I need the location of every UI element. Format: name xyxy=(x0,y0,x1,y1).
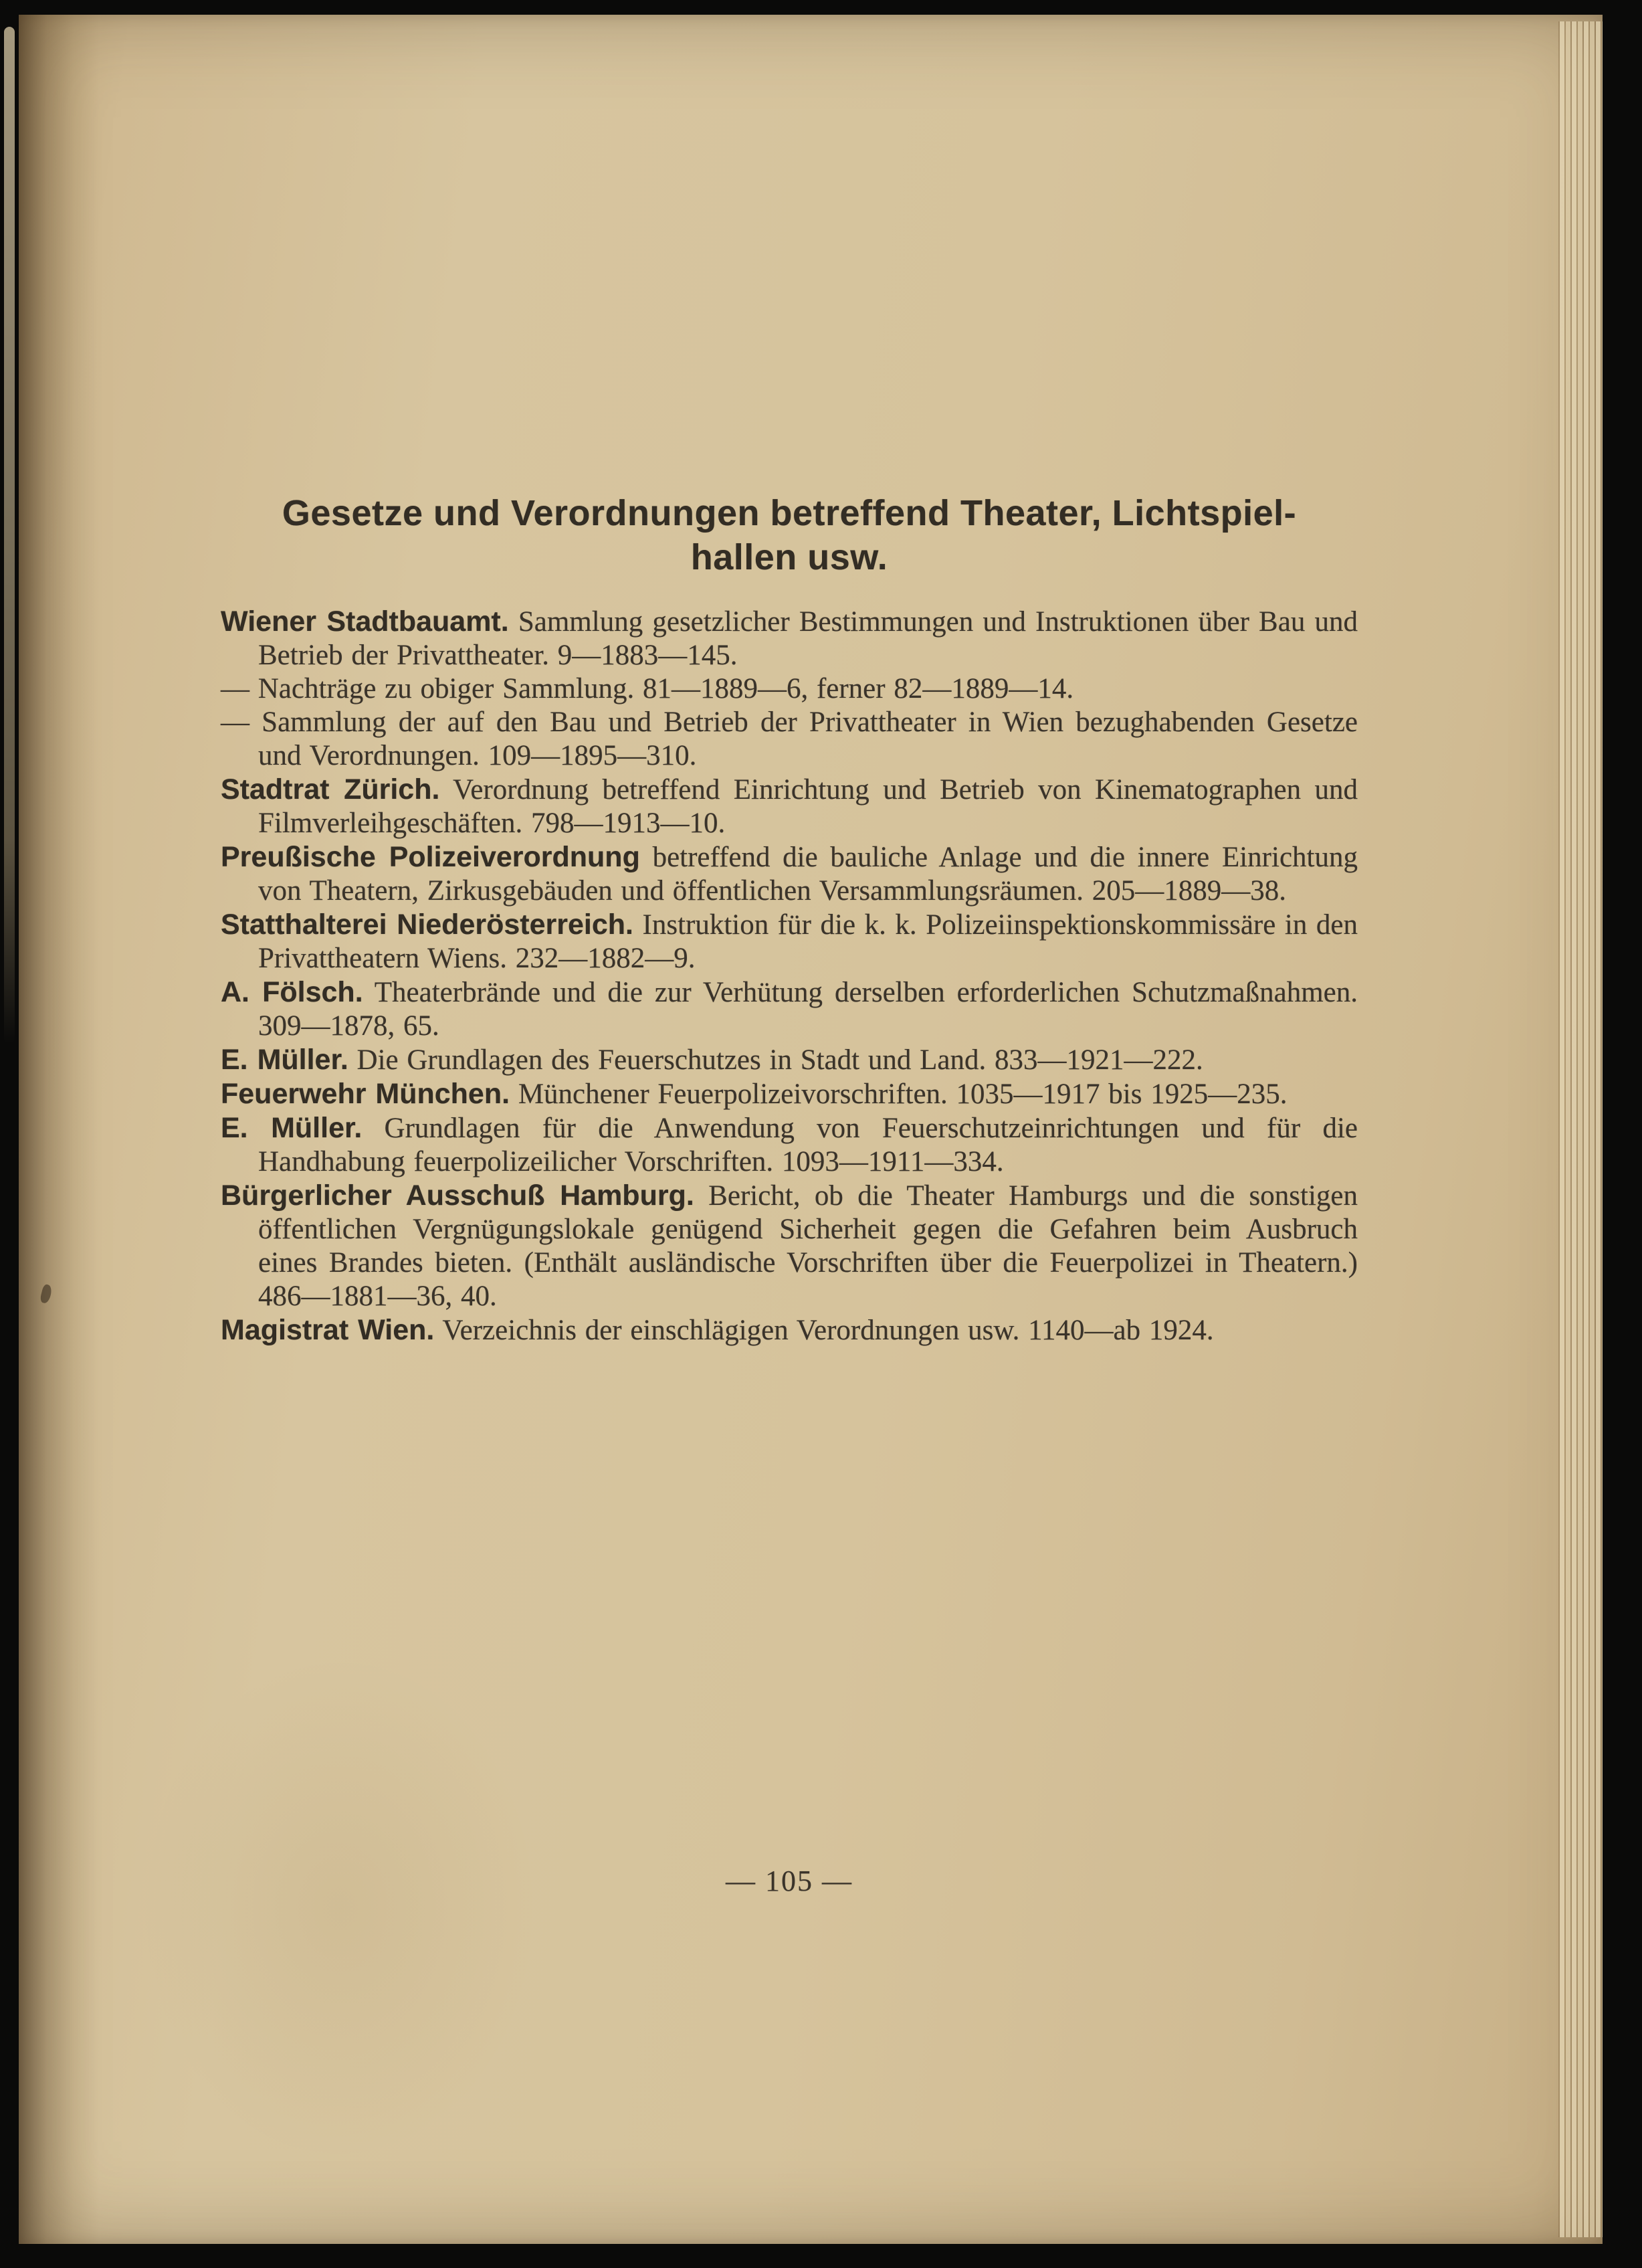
entry-text: Münchener Feuerpolizeivorschriften. 1035—1917 bis 1925—235. xyxy=(510,1078,1288,1110)
entry-label: Magistrat Wien. xyxy=(221,1314,435,1346)
bibliography-entry xyxy=(221,605,1358,672)
binding-shadow xyxy=(19,15,99,2244)
entry-label: — xyxy=(221,706,249,738)
bibliography-entry xyxy=(221,773,1358,840)
entry-label: Bürgerlicher Ausschuß Hamburg. xyxy=(221,1179,694,1212)
entry-label: Wiener Stadtbauamt. xyxy=(221,605,509,638)
bibliography-entry xyxy=(221,1043,1358,1077)
entry-label: — xyxy=(221,673,249,704)
bibliography-entry xyxy=(221,1179,1358,1313)
entry-text: Die Grundlagen des Feuerschutzes in Stadt und Land. 833—1921—222. xyxy=(348,1044,1203,1076)
entry-text: Verzeichnis der einschlägigen Verordnungen usw. 1140—ab 1924. xyxy=(434,1315,1214,1346)
entry-label: A. Fölsch. xyxy=(221,976,363,1008)
entry-label: Stadtrat Zürich. xyxy=(221,773,440,806)
page-title-line-1: Gesetze und Verordnungen betreffend Theater, Lichtspiel- xyxy=(282,493,1297,533)
bibliography-entry xyxy=(221,975,1358,1043)
bibliography-list xyxy=(221,605,1358,1347)
entry-text: Nachträge zu obiger Sammlung. 81—1889—6, ferner 82—1889—14. xyxy=(249,673,1074,704)
bibliography-entry xyxy=(221,840,1358,908)
entry-label: E. Müller. xyxy=(221,1112,363,1144)
bibliography-entry xyxy=(221,1313,1358,1347)
entry-text: Theaterbrände und die zur Verhütung derselben erforderlichen Schutzmaßnahmen. 309—1878, 65. xyxy=(258,977,1358,1042)
entry-text: betreffend die bauliche Anlage und die innere Einrichtung von Theatern, Zirkusgebäuden und öffentlichen Versammlungsräumen. 205—1889—38. xyxy=(258,842,1358,907)
bibliography-entry xyxy=(221,672,1358,706)
entry-text: Verordnung betreffend Einrichtung und Betrieb von Kinematographen und Filmverleihgeschäften. 798—1913—10. xyxy=(258,774,1358,839)
entry-text: Grundlagen für die Anwendung von Feuerschutzeinrichtungen und für die Handhabung feuerpolizeilicher Vorschriften. 1093—1911—334. xyxy=(258,1113,1358,1177)
bibliography-entry xyxy=(221,1111,1358,1179)
entry-text: Instruktion für die k. k. Polizeiinspektionskommissäre in den Privattheatern Wiens. 232—1882—9. xyxy=(258,909,1358,974)
page-content xyxy=(221,15,1358,1898)
paper-page xyxy=(19,15,1603,2244)
entry-label: Statthalterei Niederösterreich. xyxy=(221,909,633,941)
entry-text: Sammlung der auf den Bau und Betrieb der Privattheater in Wien bezughabenden Gesetze und Verordnungen. 109—1895—310. xyxy=(249,706,1358,771)
page-number: — 105 — xyxy=(726,1865,853,1897)
page-edge-stack xyxy=(1558,21,1603,2237)
entry-label: E. Müller. xyxy=(221,1044,348,1076)
page-title xyxy=(221,491,1358,579)
entry-text: Sammlung gesetzlicher Bestimmungen und Instruktionen über Bau und Betrieb der Privattheater. 9—1883—145. xyxy=(258,606,1358,671)
adjacent-page-edge xyxy=(4,27,15,1044)
bibliography-entry xyxy=(221,706,1358,773)
page-title-line-2: hallen usw. xyxy=(690,537,888,577)
bibliography-entry xyxy=(221,1077,1358,1111)
entry-label: Feuerwehr München. xyxy=(221,1078,510,1110)
bibliography-entry xyxy=(221,908,1358,975)
entry-text: Bericht, ob die Theater Hamburgs und die sonstigen öffentlichen Vergnügungslokale genügend Sicherheit gegen die Gefahren beim Ausbruch eines Brandes bieten. (Enthält ausländische Vorschriften über die Feuerpolizei in Theatern.) 486—1881—36, 40. xyxy=(258,1180,1358,1312)
entry-label: Preußische Polizeiverordnung xyxy=(221,841,640,873)
